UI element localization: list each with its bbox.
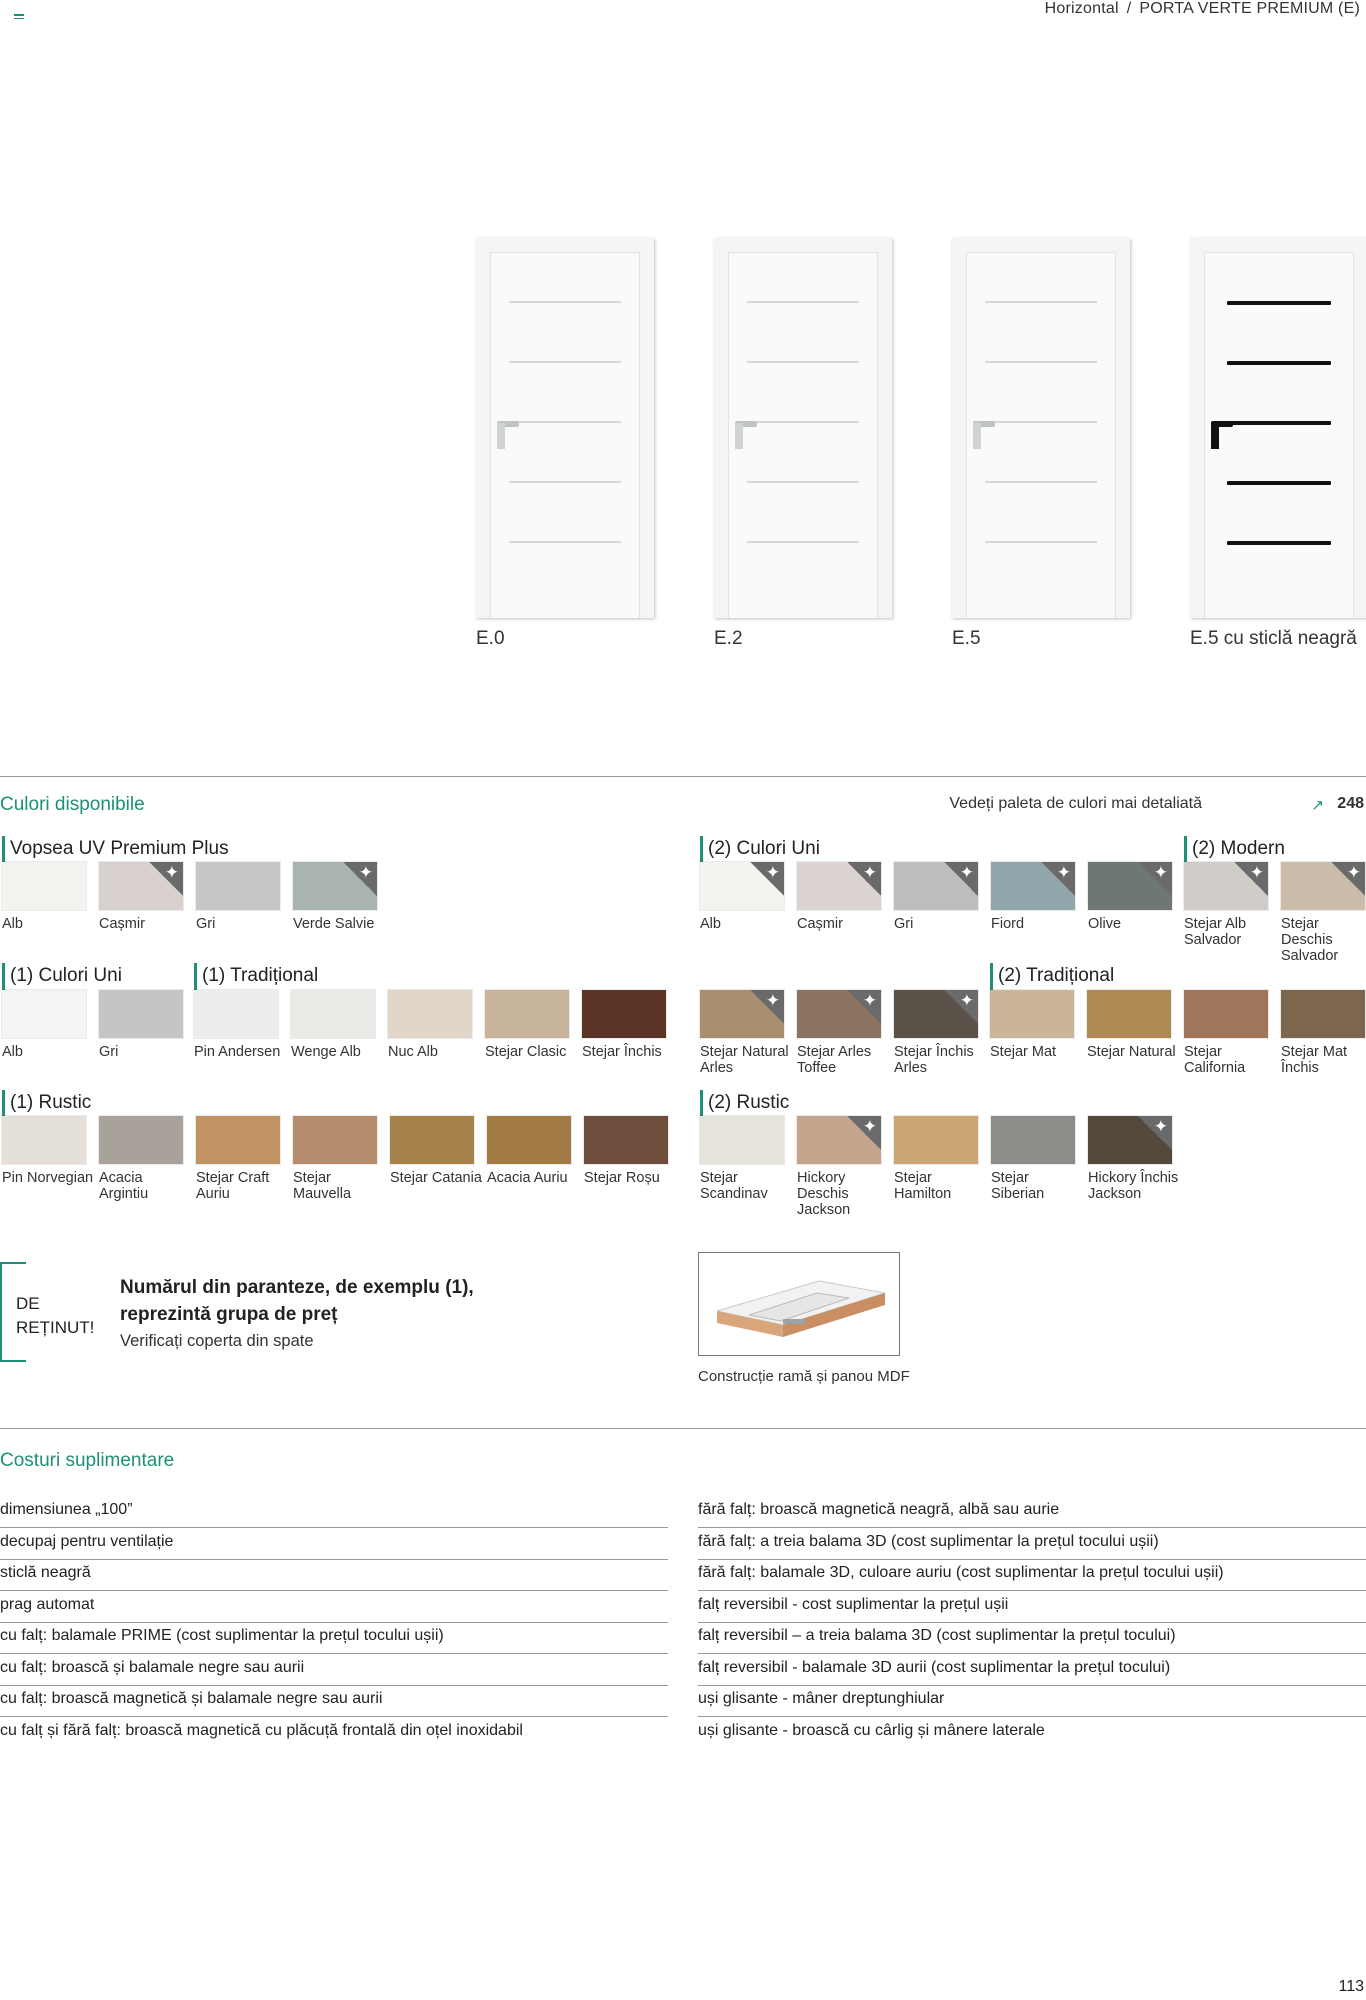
- sparkle-icon: [149, 862, 183, 896]
- breadcrumb-part1[interactable]: Horizontal: [1044, 0, 1119, 17]
- color-swatch[interactable]: [700, 1116, 784, 1164]
- color-group-title: Vopsea UV Premium Plus: [2, 838, 229, 860]
- color-swatch[interactable]: [990, 990, 1074, 1038]
- section-title-colors: Culori disponibile: [0, 794, 145, 815]
- door-image: [952, 238, 1130, 618]
- note-title: Numărul din paranteze, de exemplu (1), reprezintă grupa de preț: [120, 1277, 474, 1325]
- door-label: E.0: [476, 628, 505, 649]
- color-swatch-label: Wenge Alb: [291, 1044, 361, 1060]
- divider: [0, 776, 1366, 777]
- cost-item: cu falț: balamale PRIME (cost suplimentar la prețul tocului ușii): [0, 1622, 668, 1654]
- cost-item: falț reversibil - cost suplimentar la prețul ușii: [698, 1591, 1366, 1623]
- color-swatch[interactable]: [991, 862, 1075, 910]
- color-swatch[interactable]: [194, 990, 278, 1038]
- note-label-line2: REȚINUT!: [16, 1318, 95, 1337]
- color-swatch[interactable]: [487, 1116, 571, 1164]
- color-swatch-label: Gri: [196, 916, 216, 932]
- color-swatch-label: Stejar Natural: [1087, 1044, 1176, 1060]
- color-swatch-label: Gri: [894, 916, 914, 932]
- color-swatch[interactable]: [582, 990, 666, 1038]
- color-swatch-label: Stejar Siberian: [991, 1170, 1045, 1202]
- color-group-title: (2) Modern: [1184, 838, 1285, 860]
- sparkle-icon: [343, 862, 377, 896]
- color-swatch[interactable]: [1087, 990, 1171, 1038]
- color-swatch[interactable]: [797, 990, 881, 1038]
- color-swatch[interactable]: [293, 862, 377, 910]
- door-image: [1190, 238, 1366, 618]
- color-swatch[interactable]: [894, 862, 978, 910]
- color-swatch-label: Stejar California: [1184, 1044, 1246, 1076]
- cost-item: cu falț: broască magnetică și balamale negre sau aurii: [0, 1685, 668, 1717]
- sparkle-icon: [750, 990, 784, 1024]
- color-swatch-label: Stejar Craft Auriu: [196, 1170, 270, 1202]
- color-swatch-label: Stejar Clasic: [485, 1044, 567, 1060]
- note-label-line1: DE: [16, 1294, 40, 1313]
- cost-item: falț reversibil - balamale 3D aurii (cost suplimentar la prețul tocului): [698, 1654, 1366, 1686]
- color-swatch-label: Alb: [2, 1044, 23, 1060]
- color-swatch-label: Fiord: [991, 916, 1025, 932]
- door-label: E.5: [952, 628, 981, 649]
- color-swatch-label: Stejar Natural Arles: [700, 1044, 789, 1076]
- cost-item: uși glisante - broască cu cârlig și mânere laterale: [698, 1721, 1045, 1739]
- color-swatch-label: Stejar Mauvella: [293, 1170, 352, 1202]
- divider: [0, 1428, 1366, 1429]
- color-swatch[interactable]: [2, 862, 86, 910]
- color-swatch[interactable]: [700, 990, 784, 1038]
- note-label: [16, 1292, 94, 1340]
- sparkle-icon: [944, 862, 978, 896]
- color-swatch-label: Alb: [700, 916, 721, 932]
- color-swatch[interactable]: [99, 1116, 183, 1164]
- color-swatch[interactable]: [700, 862, 784, 910]
- color-swatch-label: Alb: [2, 916, 23, 932]
- color-swatch[interactable]: [99, 862, 183, 910]
- color-swatch[interactable]: [485, 990, 569, 1038]
- door-image: [714, 238, 892, 618]
- sparkle-icon: [1041, 862, 1075, 896]
- color-swatch[interactable]: [99, 990, 183, 1038]
- sparkle-icon: [1331, 862, 1365, 896]
- arrow-up-right-icon[interactable]: ↗: [1311, 797, 1324, 814]
- color-swatch[interactable]: [1281, 990, 1365, 1038]
- color-swatch[interactable]: [2, 1116, 86, 1164]
- palette-page-number[interactable]: 248: [1337, 795, 1364, 812]
- color-swatch[interactable]: [1088, 862, 1172, 910]
- color-swatch[interactable]: [797, 1116, 881, 1164]
- menu-icon[interactable]: [14, 14, 24, 22]
- color-group-title: (2) Rustic: [700, 1092, 789, 1114]
- color-swatch-label: Gri: [99, 1044, 119, 1060]
- color-swatch-label: Stejar Catania: [390, 1170, 482, 1186]
- color-swatch[interactable]: [196, 862, 280, 910]
- door-image: [476, 238, 654, 618]
- color-swatch-label: Hickory Închis Jackson: [1088, 1170, 1179, 1202]
- cost-item: sticlă neagră: [0, 1559, 668, 1591]
- cost-item: uși glisante - mâner dreptunghiular: [698, 1685, 1366, 1717]
- mdf-caption: Construcție ramă și panou MDF: [698, 1368, 910, 1385]
- palette-link[interactable]: Vedeți paleta de culori mai detaliată: [949, 795, 1202, 812]
- color-swatch-label: Stejar Deschis Salvador: [1281, 916, 1339, 964]
- color-swatch-label: Hickory Deschis Jackson: [797, 1170, 851, 1218]
- color-group-title: (1) Culori Uni: [2, 965, 122, 987]
- sparkle-icon: [1138, 1116, 1172, 1150]
- sparkle-icon: [1138, 862, 1172, 896]
- color-swatch[interactable]: [196, 1116, 280, 1164]
- color-swatch[interactable]: [390, 1116, 474, 1164]
- mdf-panel-illustration: [699, 1253, 899, 1355]
- color-group-title: (1) Tradițional: [194, 965, 318, 987]
- color-swatch[interactable]: [991, 1116, 1075, 1164]
- color-group-title: (2) Culori Uni: [700, 838, 820, 860]
- color-swatch-label: Pin Andersen: [194, 1044, 281, 1060]
- cost-item: cu falț și fără falț: broască magnetică cu plăcuță frontală din oțel inoxidabil: [0, 1721, 523, 1739]
- color-swatch[interactable]: [1184, 990, 1268, 1038]
- section-title-costs: Costuri suplimentare: [0, 1450, 175, 1471]
- color-swatch[interactable]: [293, 1116, 377, 1164]
- color-swatch-label: Stejar Scandinav: [700, 1170, 768, 1202]
- sparkle-icon: [1234, 862, 1268, 896]
- color-swatch-label: Olive: [1088, 916, 1122, 932]
- door-label: E.2: [714, 628, 743, 649]
- color-swatch-label: Pin Norvegian: [2, 1170, 94, 1186]
- color-swatch[interactable]: [894, 990, 978, 1038]
- color-swatch[interactable]: [1088, 1116, 1172, 1164]
- color-swatch-label: Stejar Mat Închis: [1281, 1044, 1348, 1076]
- cost-item: falț reversibil – a treia balama 3D (cost suplimentar la prețul tocului): [698, 1622, 1366, 1654]
- color-swatch-label: Nuc Alb: [388, 1044, 438, 1060]
- cost-item: cu falț: broască și balamale negre sau aurii: [0, 1654, 668, 1686]
- color-swatch-label: Stejar Alb Salvador: [1184, 916, 1247, 948]
- color-swatch-label: Verde Salvie: [293, 916, 375, 932]
- breadcrumb: [1041, 0, 1364, 18]
- color-swatch[interactable]: [1281, 862, 1365, 910]
- color-swatch-label: Stejar Închis: [582, 1044, 662, 1060]
- color-swatch-label: Acacia Auriu: [487, 1170, 568, 1186]
- door-label: E.5 cu sticlă neagră: [1190, 628, 1357, 649]
- color-swatch-label: Cașmir: [99, 916, 145, 932]
- color-group-title: (2) Tradițional: [990, 965, 1114, 987]
- color-swatch[interactable]: [797, 862, 881, 910]
- sparkle-icon: [944, 990, 978, 1024]
- breadcrumb-part2: PORTA VERTE PREMIUM (E): [1139, 0, 1360, 17]
- color-swatch[interactable]: [584, 1116, 668, 1164]
- sparkle-icon: [847, 1116, 881, 1150]
- color-swatch-label: Stejar Hamilton: [894, 1170, 952, 1202]
- color-swatch-label: Stejar Arles Toffee: [797, 1044, 872, 1076]
- sparkle-icon: [847, 990, 881, 1024]
- color-swatch-label: Acacia Argintiu: [99, 1170, 149, 1202]
- page-number: 113: [1338, 1978, 1364, 1995]
- color-swatch[interactable]: [2, 990, 86, 1038]
- color-swatch-label: Stejar Închis Arles: [894, 1044, 974, 1076]
- color-swatch[interactable]: [388, 990, 472, 1038]
- color-swatch[interactable]: [291, 990, 375, 1038]
- mdf-construction-image: [698, 1252, 900, 1356]
- sparkle-icon: [750, 862, 784, 896]
- note-subtitle: Verificați coperta din spate: [120, 1332, 314, 1350]
- cost-item: fără falț: broască magnetică neagră, albă sau aurie: [698, 1496, 1366, 1528]
- cost-item: decupaj pentru ventilație: [0, 1528, 668, 1560]
- cost-item: prag automat: [0, 1591, 668, 1623]
- color-swatch-label: Stejar Roșu: [584, 1170, 660, 1186]
- color-swatch[interactable]: [894, 1116, 978, 1164]
- breadcrumb-separator: /: [1126, 0, 1132, 17]
- sparkle-icon: [847, 862, 881, 896]
- cost-item: fără falț: balamale 3D, culoare auriu (cost suplimentar la prețul tocului ușii): [698, 1559, 1366, 1591]
- color-group-title: (1) Rustic: [2, 1092, 91, 1114]
- color-swatch[interactable]: [1184, 862, 1268, 910]
- cost-item: dimensiunea „100”: [0, 1496, 668, 1528]
- color-swatch-label: Stejar Mat: [990, 1044, 1057, 1060]
- color-swatch-label: Cașmir: [797, 916, 843, 932]
- cost-item: fără falț: a treia balama 3D (cost suplimentar la prețul tocului ușii): [698, 1528, 1366, 1560]
